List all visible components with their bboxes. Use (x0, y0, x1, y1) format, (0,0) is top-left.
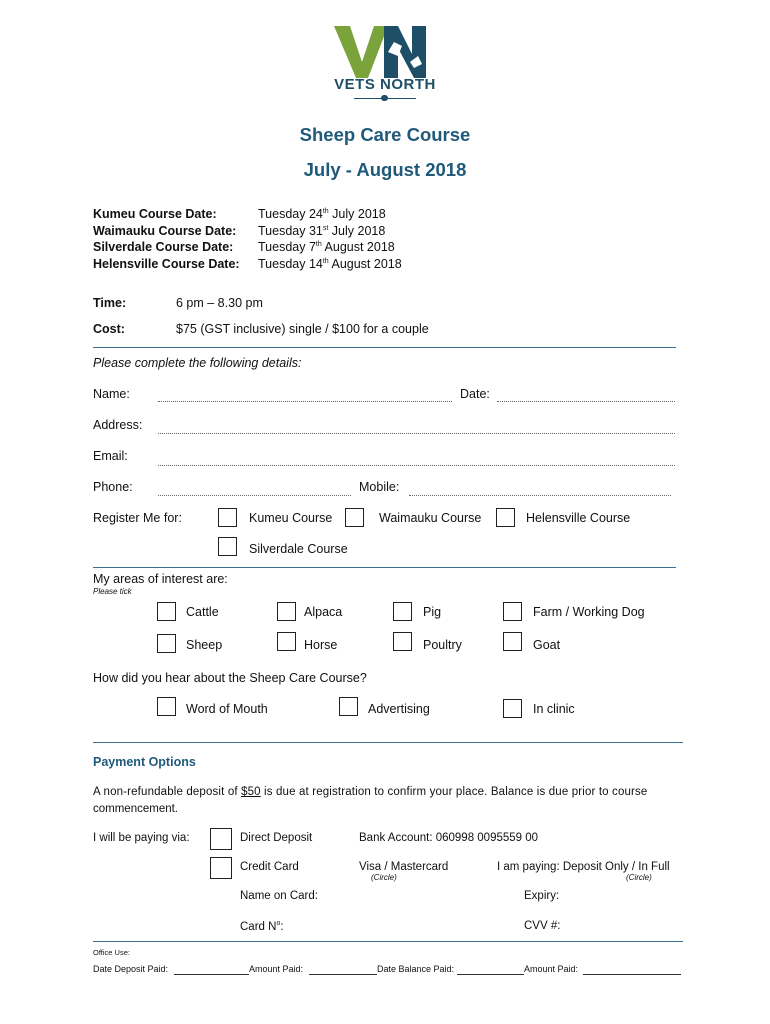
date-deposit-label: Date Deposit Paid: (93, 964, 169, 974)
expiry-label: Expiry: (524, 890, 560, 902)
course-date-value: Tuesday 7th August 2018 (258, 240, 395, 254)
circle-hint: (Circle) (371, 873, 397, 882)
interest-alpaca-checkbox[interactable] (277, 602, 296, 621)
register-silverdale-checkbox[interactable] (218, 537, 237, 556)
circle-hint: (Circle) (626, 873, 652, 882)
heard-word-of-mouth-label: Word of Mouth (186, 702, 268, 716)
credit-card-checkbox[interactable] (210, 857, 232, 879)
divider (93, 347, 676, 348)
register-label: Register Me for: (93, 511, 182, 525)
register-waimauku-checkbox[interactable] (345, 508, 364, 527)
cost-value: $75 (GST inclusive) single / $100 for a couple (176, 322, 429, 336)
register-silverdale-label: Silverdale Course (249, 542, 348, 556)
date-label: Date: (460, 387, 490, 401)
interest-poultry-label: Poultry (423, 638, 462, 652)
date-balance-label: Date Balance Paid: (377, 964, 455, 974)
interest-goat-label: Goat (533, 638, 561, 652)
course-date-label: Waimauku Course Date: (93, 223, 237, 238)
interest-sheep-checkbox[interactable] (157, 634, 176, 653)
cvv-label: CVV #: (524, 920, 561, 932)
course-date-label: Helensville Course Date: (93, 256, 240, 271)
heard-in-clinic-checkbox[interactable] (503, 699, 522, 718)
date-deposit-line[interactable] (174, 974, 249, 975)
paying-amount-option[interactable]: I am paying: Deposit Only / In Full (497, 861, 670, 873)
course-dates (93, 207, 493, 273)
logo-dot-icon (381, 95, 388, 101)
interest-farm-dog-checkbox[interactable] (503, 602, 522, 621)
interest-sheep-label: Sheep (186, 638, 223, 652)
payment-notice: A non-refundable deposit of $50 is due at registration to confirm your place. Balance is due prior to course (93, 786, 648, 798)
mobile-input[interactable] (409, 495, 671, 496)
divider (93, 941, 683, 942)
paying-via-label: I will be paying via: (93, 832, 190, 844)
email-input[interactable] (158, 465, 675, 466)
divider (93, 742, 683, 743)
interest-pig-label: Pig (423, 605, 442, 619)
interest-horse-checkbox[interactable] (277, 632, 296, 651)
interests-label: My areas of interest are: (93, 572, 228, 586)
heard-in-clinic-label: In clinic (533, 702, 575, 716)
course-date-value: Tuesday 14th August 2018 (258, 256, 402, 271)
vn-logo-icon (328, 22, 442, 82)
name-on-card-label: Name on Card: (240, 890, 318, 902)
heard-advertising-checkbox[interactable] (339, 697, 358, 716)
visa-mastercard-option[interactable]: Visa / Mastercard (359, 861, 449, 873)
phone-label: Phone: (93, 480, 133, 494)
register-kumeu-checkbox[interactable] (218, 508, 237, 527)
card-number-label: Card $N^o$: (240, 920, 284, 933)
interest-pig-checkbox[interactable] (393, 602, 412, 621)
register-helensville-label: Helensville Course (526, 511, 631, 525)
cost-label: Cost: (93, 322, 125, 336)
heard-advertising-label: Advertising (368, 702, 430, 716)
date-balance-line[interactable] (457, 974, 524, 975)
logo-text: VETS NORTH (334, 76, 436, 93)
course-date-row (93, 240, 493, 257)
interest-alpaca-label: Alpaca (304, 605, 343, 619)
credit-card-label: Credit Card (240, 861, 299, 873)
course-date-label: Kumeu Course Date: (93, 207, 217, 221)
register-waimauku-label: Waimauku Course (379, 511, 482, 525)
date-input[interactable] (497, 401, 675, 402)
heard-word-of-mouth-checkbox[interactable] (157, 697, 176, 716)
interest-horse-label: Horse (304, 638, 338, 652)
direct-deposit-label: Direct Deposit (240, 832, 313, 844)
register-helensville-checkbox[interactable] (496, 508, 515, 527)
course-date-label: Silverdale Course Date: (93, 240, 234, 254)
payment-heading: Payment Options (93, 755, 196, 769)
office-use-label: Office Use: (93, 948, 130, 957)
interests-hint: Please tick (93, 587, 132, 596)
register-kumeu-label: Kumeu Course (249, 511, 333, 525)
page-subtitle: July - August 2018 (303, 159, 467, 180)
page-title: Sheep Care Course (299, 124, 471, 145)
amount-paid-2-label: Amount Paid: (524, 964, 579, 974)
interest-goat-checkbox[interactable] (503, 632, 522, 651)
time-label: Time: (93, 296, 127, 310)
name-input[interactable] (158, 401, 452, 402)
direct-deposit-checkbox[interactable] (210, 828, 232, 850)
address-label: Address: (93, 418, 143, 432)
time-value: 6 pm – 8.30 pm (176, 296, 263, 310)
course-date-row (93, 224, 493, 241)
vets-north-logo (328, 22, 442, 106)
interest-cattle-checkbox[interactable] (157, 602, 176, 621)
divider (93, 567, 676, 568)
phone-input[interactable] (158, 495, 351, 496)
email-label: Email: (93, 449, 128, 463)
amount-paid-label: Amount Paid: (249, 964, 304, 974)
details-prompt: Please complete the following details: (93, 356, 302, 370)
course-date-row (93, 207, 493, 224)
interest-cattle-label: Cattle (186, 605, 219, 619)
address-input[interactable] (158, 433, 675, 434)
bank-account: Bank Account: 060998 0095559 00 (359, 832, 539, 844)
interest-farm-dog-label: Farm / Working Dog (533, 605, 645, 619)
name-label: Name: (93, 387, 130, 401)
amount-paid-line[interactable] (309, 974, 377, 975)
course-date-row (93, 257, 493, 274)
amount-paid-2-line[interactable] (583, 974, 681, 975)
mobile-label: Mobile: (359, 480, 400, 494)
course-date-value: Tuesday 24th July 2018 (258, 207, 386, 221)
payment-notice-line2: commencement. (93, 803, 179, 815)
interest-poultry-checkbox[interactable] (393, 632, 412, 651)
course-date-value: Tuesday 31st July 2018 (258, 223, 386, 238)
heard-label: How did you hear about the Sheep Care Course? (93, 671, 367, 685)
